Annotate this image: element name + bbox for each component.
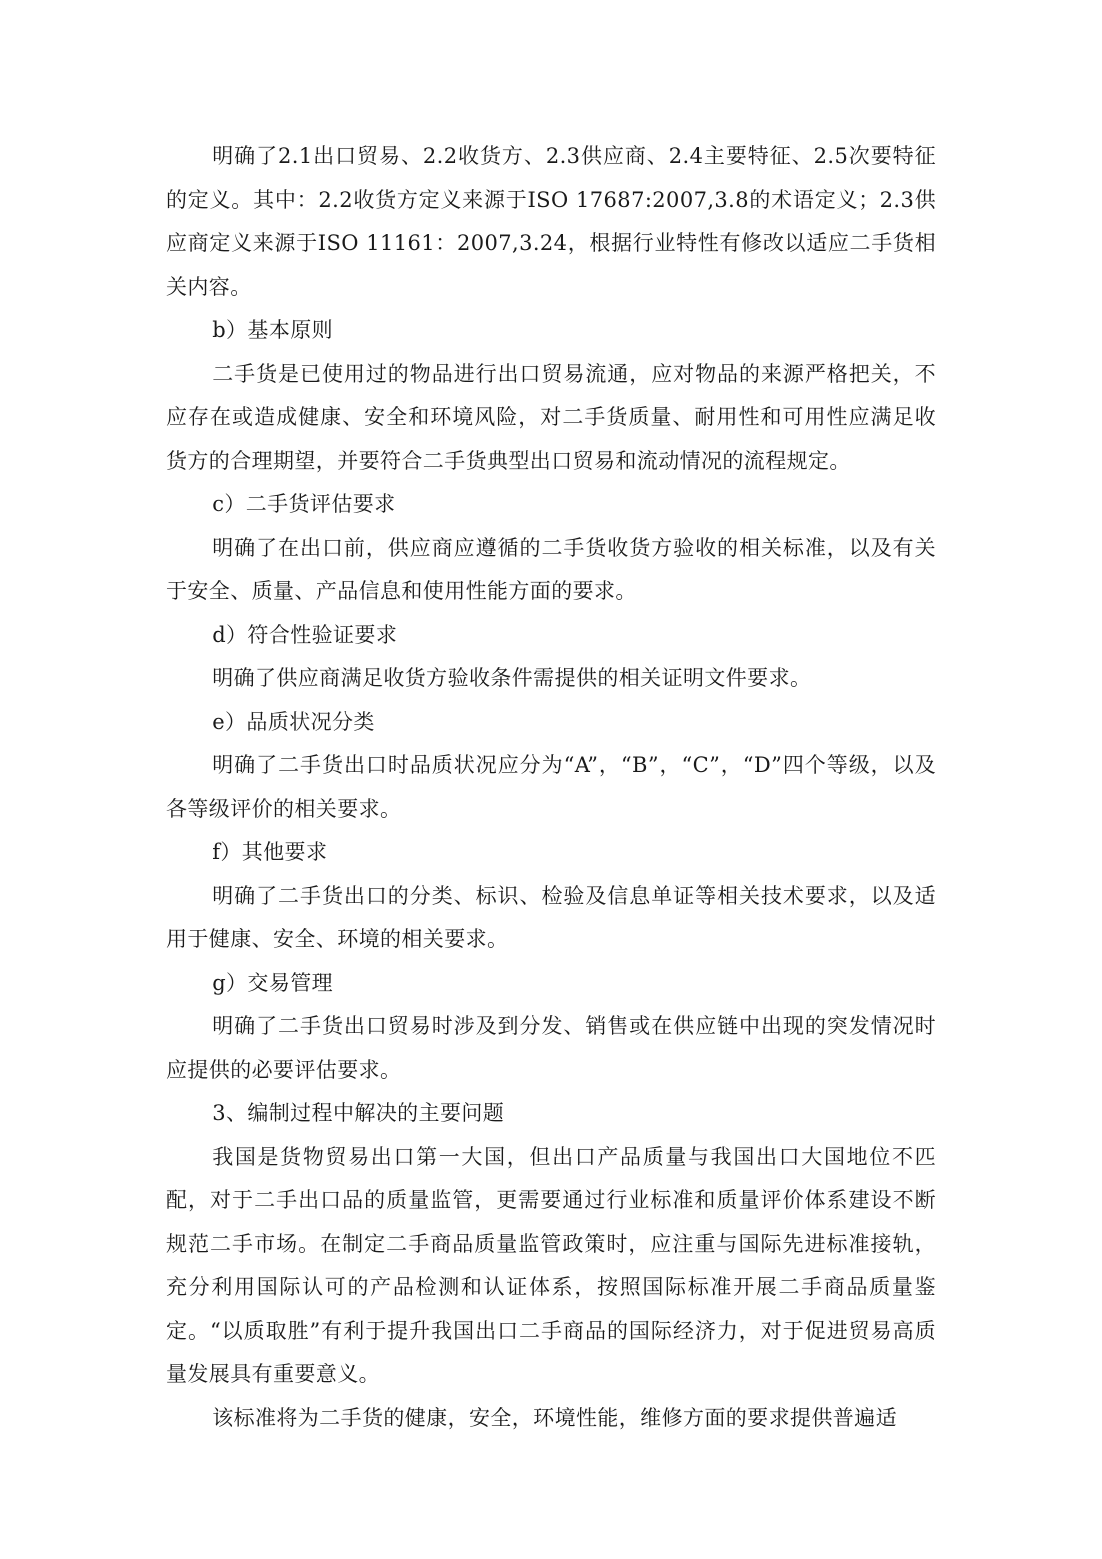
other-requirements-paragraph: 明确了二手货出口的分类、标识、检验及信息单证等相关技术要求，以及适用于健康、安全、环境的相关要求。	[166, 883, 936, 951]
section-heading-d: d）符合性验证要求	[212, 622, 398, 647]
definitions-paragraph: 明确了2.1出口贸易、2.2收货方、2.3供应商、2.4主要特征、2.5次要特征的定义。其中：2.2收货方定义来源于ISO 17687:2007,3.8的术语定义；2.3供应商定义来源于ISO 11161：2007,3.24，根据行业特性有修改以适应二手货相关内容。	[166, 144, 936, 299]
section-heading-g: g）交易管理	[212, 970, 334, 995]
section-heading-c: c）二手货评估要求	[212, 492, 396, 516]
section-heading-3: 3、编制过程中解决的主要问题	[212, 1101, 505, 1125]
trade-management-paragraph: 明确了二手货出口贸易时涉及到分发、销售或在供应链中出现的突发情况时应提供的必要评估要求。	[166, 1014, 936, 1082]
document-body	[166, 135, 936, 1440]
standard-purpose-paragraph: 该标准将为二手货的健康，安全，环境性能，维修方面的要求提供普遍适	[212, 1405, 897, 1430]
basic-principles-paragraph: 二手货是已使用过的物品进行出口贸易流通，应对物品的来源严格把关，不应存在或造成健康、安全和环境风险，对二手货质量、耐用性和可用性应满足收货方的合理期望，并要符合二手货典型出口贸易和流动情况的流程规定。	[166, 361, 936, 473]
section-heading-f: f）其他要求	[212, 840, 328, 864]
quality-classification-paragraph: 明确了二手货出口时品质状况应分为“A”，“B”，“C”，“D”四个等级，以及各等级评价的相关要求。	[166, 753, 936, 821]
section-heading-e: e）品质状况分类	[212, 709, 375, 734]
section-heading-b: b）基本原则	[212, 318, 334, 342]
main-issues-paragraph: 我国是货物贸易出口第一大国，但出口产品质量与我国出口大国地位不匹配，对于二手出口品的质量监管，更需要通过行业标准和质量评价体系建设不断规范二手市场。在制定二手商品质量监管政策时，应注重与国际先进标准接轨，充分利用国际认可的产品检测和认证体系，按照国际标准开展二手商品质量鉴定。“以质取胜”有利于提升我国出口二手商品的国际经济力，对于促进贸易高质量发展具有重要意义。	[166, 1144, 936, 1386]
conformity-verification-paragraph: 明确了供应商满足收货方验收条件需提供的相关证明文件要求。	[212, 666, 812, 690]
assessment-requirements-paragraph: 明确了在出口前，供应商应遵循的二手货收货方验收的相关标准，以及有关于安全、质量、产品信息和使用性能方面的要求。	[166, 535, 936, 603]
